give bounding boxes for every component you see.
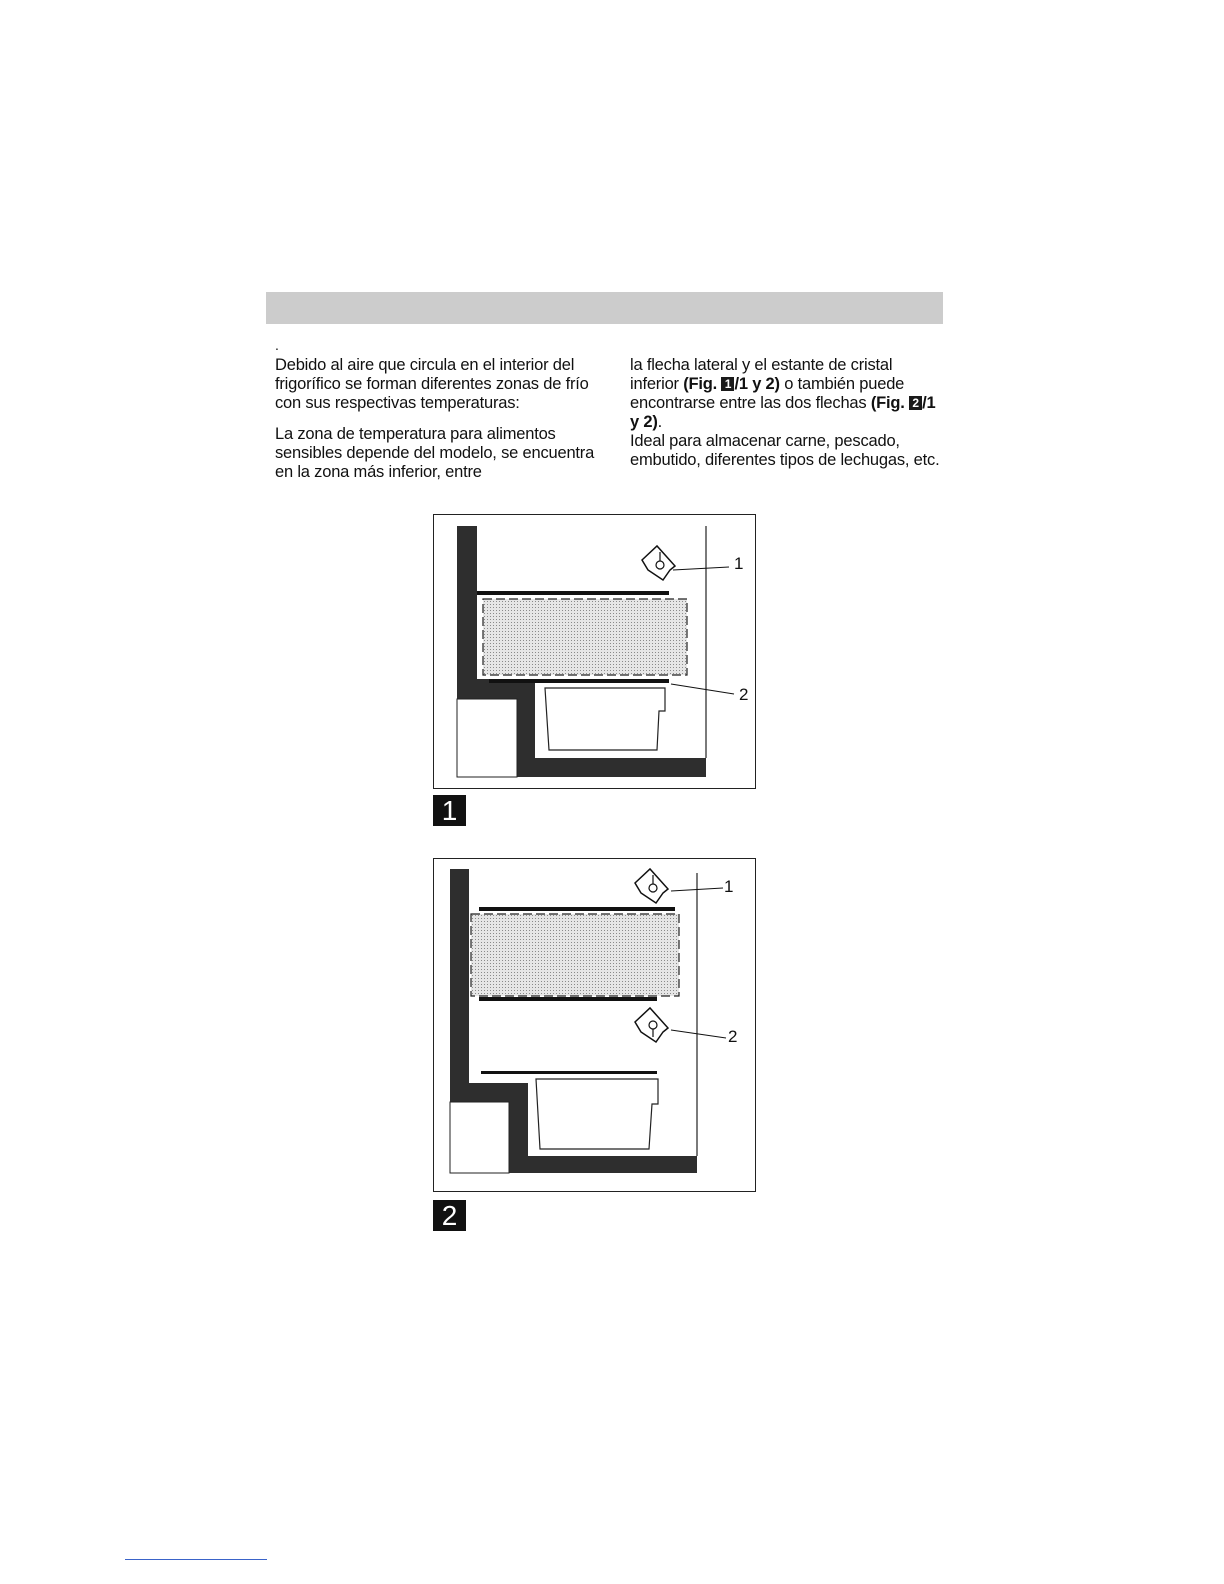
- glass-shelf: [481, 1071, 657, 1074]
- upper-shelf: [477, 591, 669, 595]
- zone-location-text-2: o también puede encontrarse entre las dos flechas: [630, 375, 905, 412]
- temperature-zone-paragraph: La zona de temperatura para alimentos sensibles depende del modelo, se encuentra en la zona más inferior, entre: [275, 425, 595, 481]
- cold-zone-area: [483, 599, 687, 675]
- figure-2-fridge-diagram: [433, 858, 756, 1192]
- zone-location-text-3: .: [657, 413, 663, 431]
- ideal-storage-paragraph: Ideal para almacenar carne, pescado, embutido, diferentes tipos de lechugas, etc.: [630, 432, 940, 469]
- vegetable-drawer: [536, 1079, 658, 1149]
- callout-2: 2: [728, 1027, 738, 1046]
- glass-shelf: [489, 679, 669, 683]
- vegetable-drawer: [545, 688, 665, 750]
- bullet-dot: .: [275, 337, 279, 353]
- intro-paragraph: Debido al aire que circula en el interior del frigorífico se forman diferentes zonas de frío con sus respectivas temperaturas:: [275, 356, 589, 412]
- arrow-marker-icon: [635, 869, 668, 903]
- upper-shelf: [479, 907, 675, 911]
- arrow-marker-icon: [635, 1008, 668, 1042]
- figure-1-fridge-diagram: [433, 514, 756, 789]
- text-column-left: [275, 356, 605, 482]
- callout-2: 2: [739, 685, 749, 704]
- figure-number-badge-1: 1: [433, 795, 466, 826]
- footnote-separator-line: [125, 1559, 267, 1560]
- fig-ref-2: (Fig. 2 /1 y 2): [630, 394, 936, 431]
- figure-number-badge-2: 2: [433, 1200, 466, 1231]
- fig-ref-badge-2: 2: [909, 396, 922, 410]
- zone-location-paragraph: [630, 356, 940, 432]
- zone-location-text-1: la flecha lateral y el estante de cristal inferior: [630, 356, 893, 393]
- fig-ref-badge-1: 1: [721, 377, 734, 391]
- fig-ref-1: (Fig. 1 /1 y 2): [683, 375, 780, 393]
- cold-zone-area: [471, 914, 679, 996]
- callout-1: 1: [724, 877, 734, 896]
- middle-shelf: [479, 997, 657, 1001]
- section-header-bar: [266, 292, 943, 324]
- arrow-marker-icon: [642, 546, 675, 580]
- text-column-right: [630, 356, 940, 470]
- callout-1: 1: [734, 554, 744, 573]
